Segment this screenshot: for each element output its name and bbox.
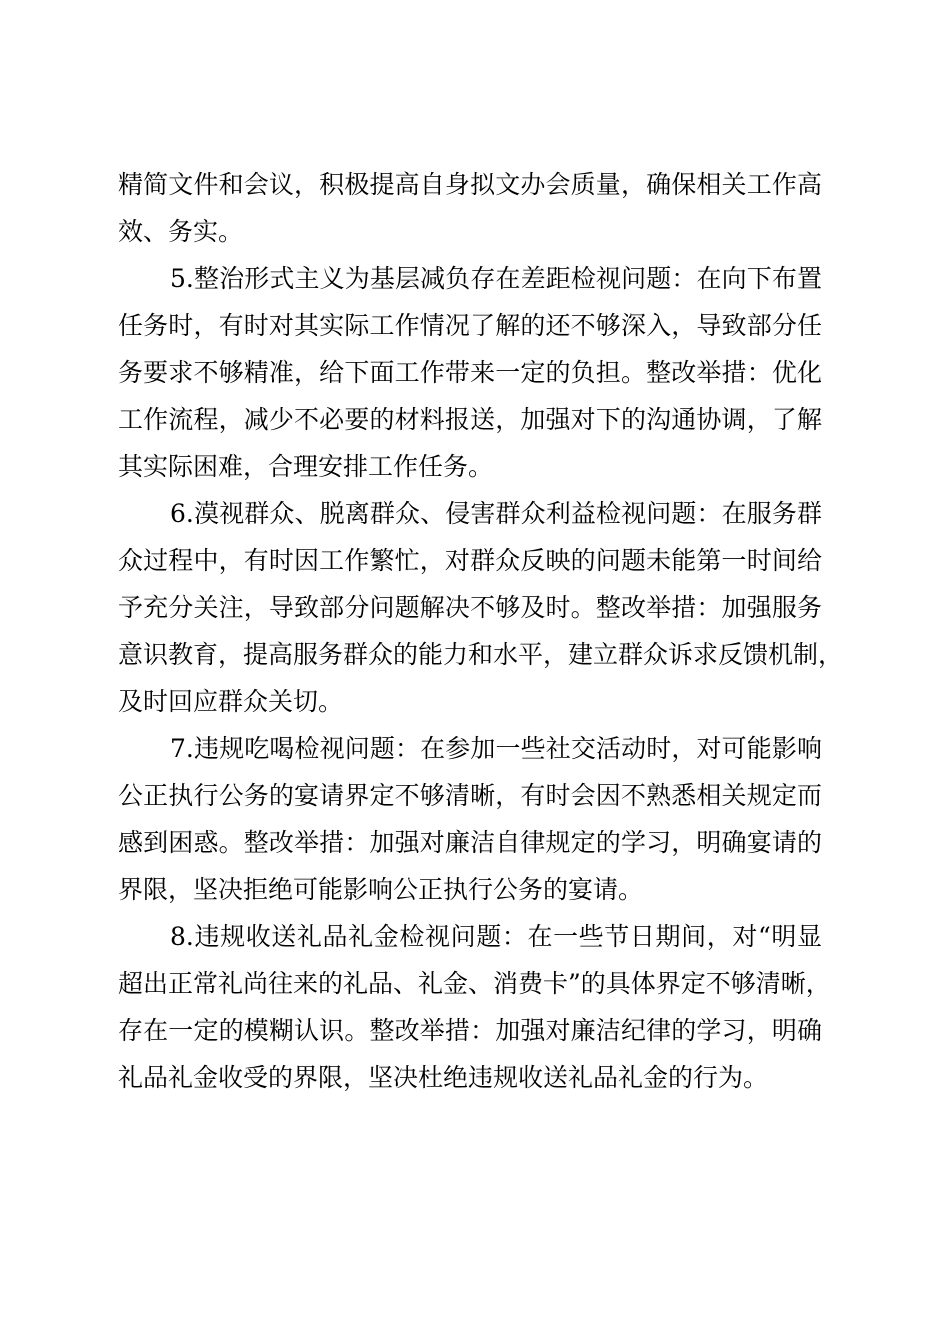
text-line: 礼品礼金收受的界限，坚决杜绝违规收送礼品礼金的行为。 — [118, 1063, 769, 1092]
text-line: 任务时，有时对其实际工作情况了解的还不够深入，导致部分任 — [118, 311, 822, 340]
text-line: 效、务实。 — [118, 217, 244, 246]
text-line: 其实际困难，合理安排工作任务。 — [118, 452, 494, 481]
text-line: 工作流程，减少不必要的材料报送，加强对下的沟通协调，了解 — [118, 405, 822, 434]
paragraph-continued — [118, 161, 822, 255]
text-line: 超出正常礼尚往来的礼品、礼金、消费卡”的具体界定不够清晰， — [118, 969, 831, 998]
paragraph-item-6 — [118, 490, 844, 725]
text-line: 6.漠视群众、脱离群众、侵害群众利益检视问题：在服务群 — [170, 499, 822, 528]
paragraph-item-7 — [118, 725, 822, 913]
text-line: 公正执行公务的宴请界定不够清晰，有时会因不熟悉相关规定而 — [118, 781, 822, 810]
text-line: 5.整治形式主义为基层减负存在差距检视问题：在向下布置 — [170, 264, 822, 293]
document-page — [118, 161, 844, 1101]
text-line: 7.违规吃喝检视问题：在参加一些社交活动时，对可能影响 — [170, 734, 822, 763]
text-line: 及时回应群众关切。 — [118, 687, 344, 716]
paragraph-item-8 — [118, 913, 831, 1101]
paragraph-item-5 — [118, 255, 822, 490]
text-line: 感到困惑。整改举措：加强对廉洁自律规定的学习，明确宴请的 — [118, 828, 822, 857]
text-line: 予充分关注，导致部分问题解决不够及时。整改举措：加强服务 — [118, 593, 822, 622]
text-line: 存在一定的模糊认识。整改举措：加强对廉洁纪律的学习，明确 — [118, 1016, 822, 1045]
text-line: 务要求不够精准，给下面工作带来一定的负担。整改举措：优化 — [118, 358, 822, 387]
text-line: 众过程中，有时因工作繁忙，对群众反映的问题未能第一时间给 — [118, 546, 822, 575]
text-line: 界限，坚决拒绝可能影响公正执行公务的宴请。 — [118, 875, 644, 904]
text-line: 8.违规收送礼品礼金检视问题：在一些节日期间，对“明显 — [170, 922, 822, 951]
text-line: 意识教育，提高服务群众的能力和水平，建立群众诉求反馈机制， — [118, 640, 844, 669]
text-line: 精简文件和会议，积极提高自身拟文办会质量，确保相关工作高 — [118, 170, 822, 199]
